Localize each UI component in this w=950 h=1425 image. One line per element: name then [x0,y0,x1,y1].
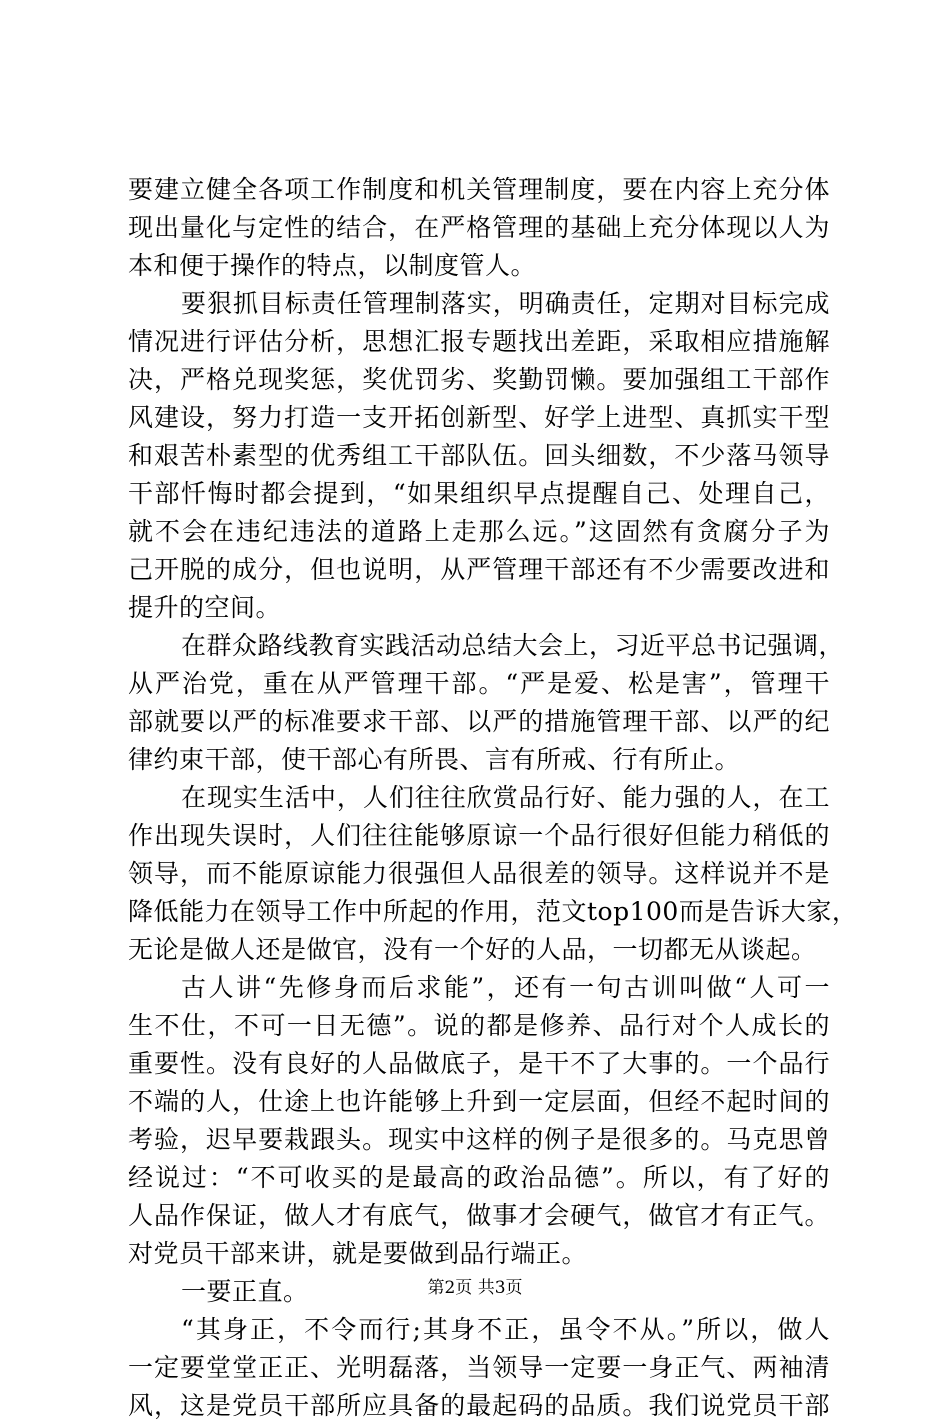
text-line: 一要正直。 [181,1277,309,1306]
text-line: 在群众路线教育实践活动总结大会上，习近平总书记强调， [181,631,845,660]
text-line: 重要性。没有良好的人品做底子，是干不了大事的。一个品行 [128,1049,830,1078]
text-line: 领导，而不能原谅能力很强但人品很差的领导。这样说并不是 [128,859,830,888]
text-line: 和艰苦朴素型的优秀组工干部队伍。回头细数，不少落马领导 [128,441,830,470]
text-line: 经说过：“不可收买的是最高的政治品德”。所以，有了好的 [128,1163,830,1192]
text-line: 人品作保证，做人才有底气，做事才会硬气，做官才有正气。 [128,1201,830,1230]
text-line: 干部忏悔时都会提到，“如果组织早点提醒自己、处理自己， [128,479,830,508]
text-line: 古人讲“先修身而后求能”，还有一句古训叫做“人可一 [181,973,830,1002]
text-line: 己开脱的成分，但也说明，从严管理干部还有不少需要改进和 [128,555,830,584]
text-line: 要建立健全各项工作制度和机关管理制度，要在内容上充分体 [128,175,830,204]
text-line: 决，严格兑现奖惩，奖优罚劣、奖勤罚懒。要加强组工干部作 [128,365,830,394]
text-line: 现出量化与定性的结合，在严格管理的基础上充分体现以人为 [128,213,830,242]
text-line: 生不仕，不可一日无德”。说的都是修养、品行对个人成长的 [128,1011,830,1040]
text-line: 就不会在违纪违法的道路上走那么远。”这固然有贪腐分子为 [128,517,830,546]
text-line: 从严治党，重在从严管理干部。“严是爱、松是害”，管理干 [128,669,830,698]
text-line: 律约束干部，使干部心有所畏、言有所戒、行有所止。 [128,745,741,774]
text-line: 要狠抓目标责任管理制落实，明确责任，定期对目标完成 [181,289,830,318]
text-line: “其身正，不令而行;其身不正，虽令不从。”所以，做人 [181,1315,830,1344]
page-footer: 第2页 共3页 [427,1278,523,1298]
text-line: 风，这是党员干部所应具备的最起码的品质。我们说党员干部 [128,1391,830,1420]
text-line: 不端的人，仕途上也许能够上升到一定层面，但经不起时间的 [128,1087,830,1116]
text-line: 在现实生活中，人们往往欣赏品行好、能力强的人，在工 [181,783,830,812]
text-line: 部就要以严的标准要求干部、以严的措施管理干部、以严的纪 [128,707,830,736]
document-body [128,171,858,1425]
text-line: 本和便于操作的特点，以制度管人。 [128,251,537,280]
text-line: 作出现失误时，人们往往能够原谅一个品行很好但能力稍低的 [128,821,830,850]
text-line: 对党员干部来讲，就是要做到品行端正。 [128,1239,588,1268]
text-line: 情况进行评估分析，思想汇报专题找出差距，采取相应措施解 [128,327,830,356]
text-line: 降低能力在领导工作中所起的作用，范文top100而是告诉大家， [128,897,858,926]
text-line: 一定要堂堂正正、光明磊落，当领导一定要一身正气、两袖清 [128,1353,830,1382]
text-line: 风建设，努力打造一支开拓创新型、好学上进型、真抓实干型 [128,403,830,432]
text-line: 考验，迟早要栽跟头。现实中这样的例子是很多的。马克思曾 [128,1125,830,1154]
text-line: 提升的空间。 [128,593,282,622]
text-line: 无论是做人还是做官，没有一个好的人品，一切都无从谈起。 [128,935,817,964]
